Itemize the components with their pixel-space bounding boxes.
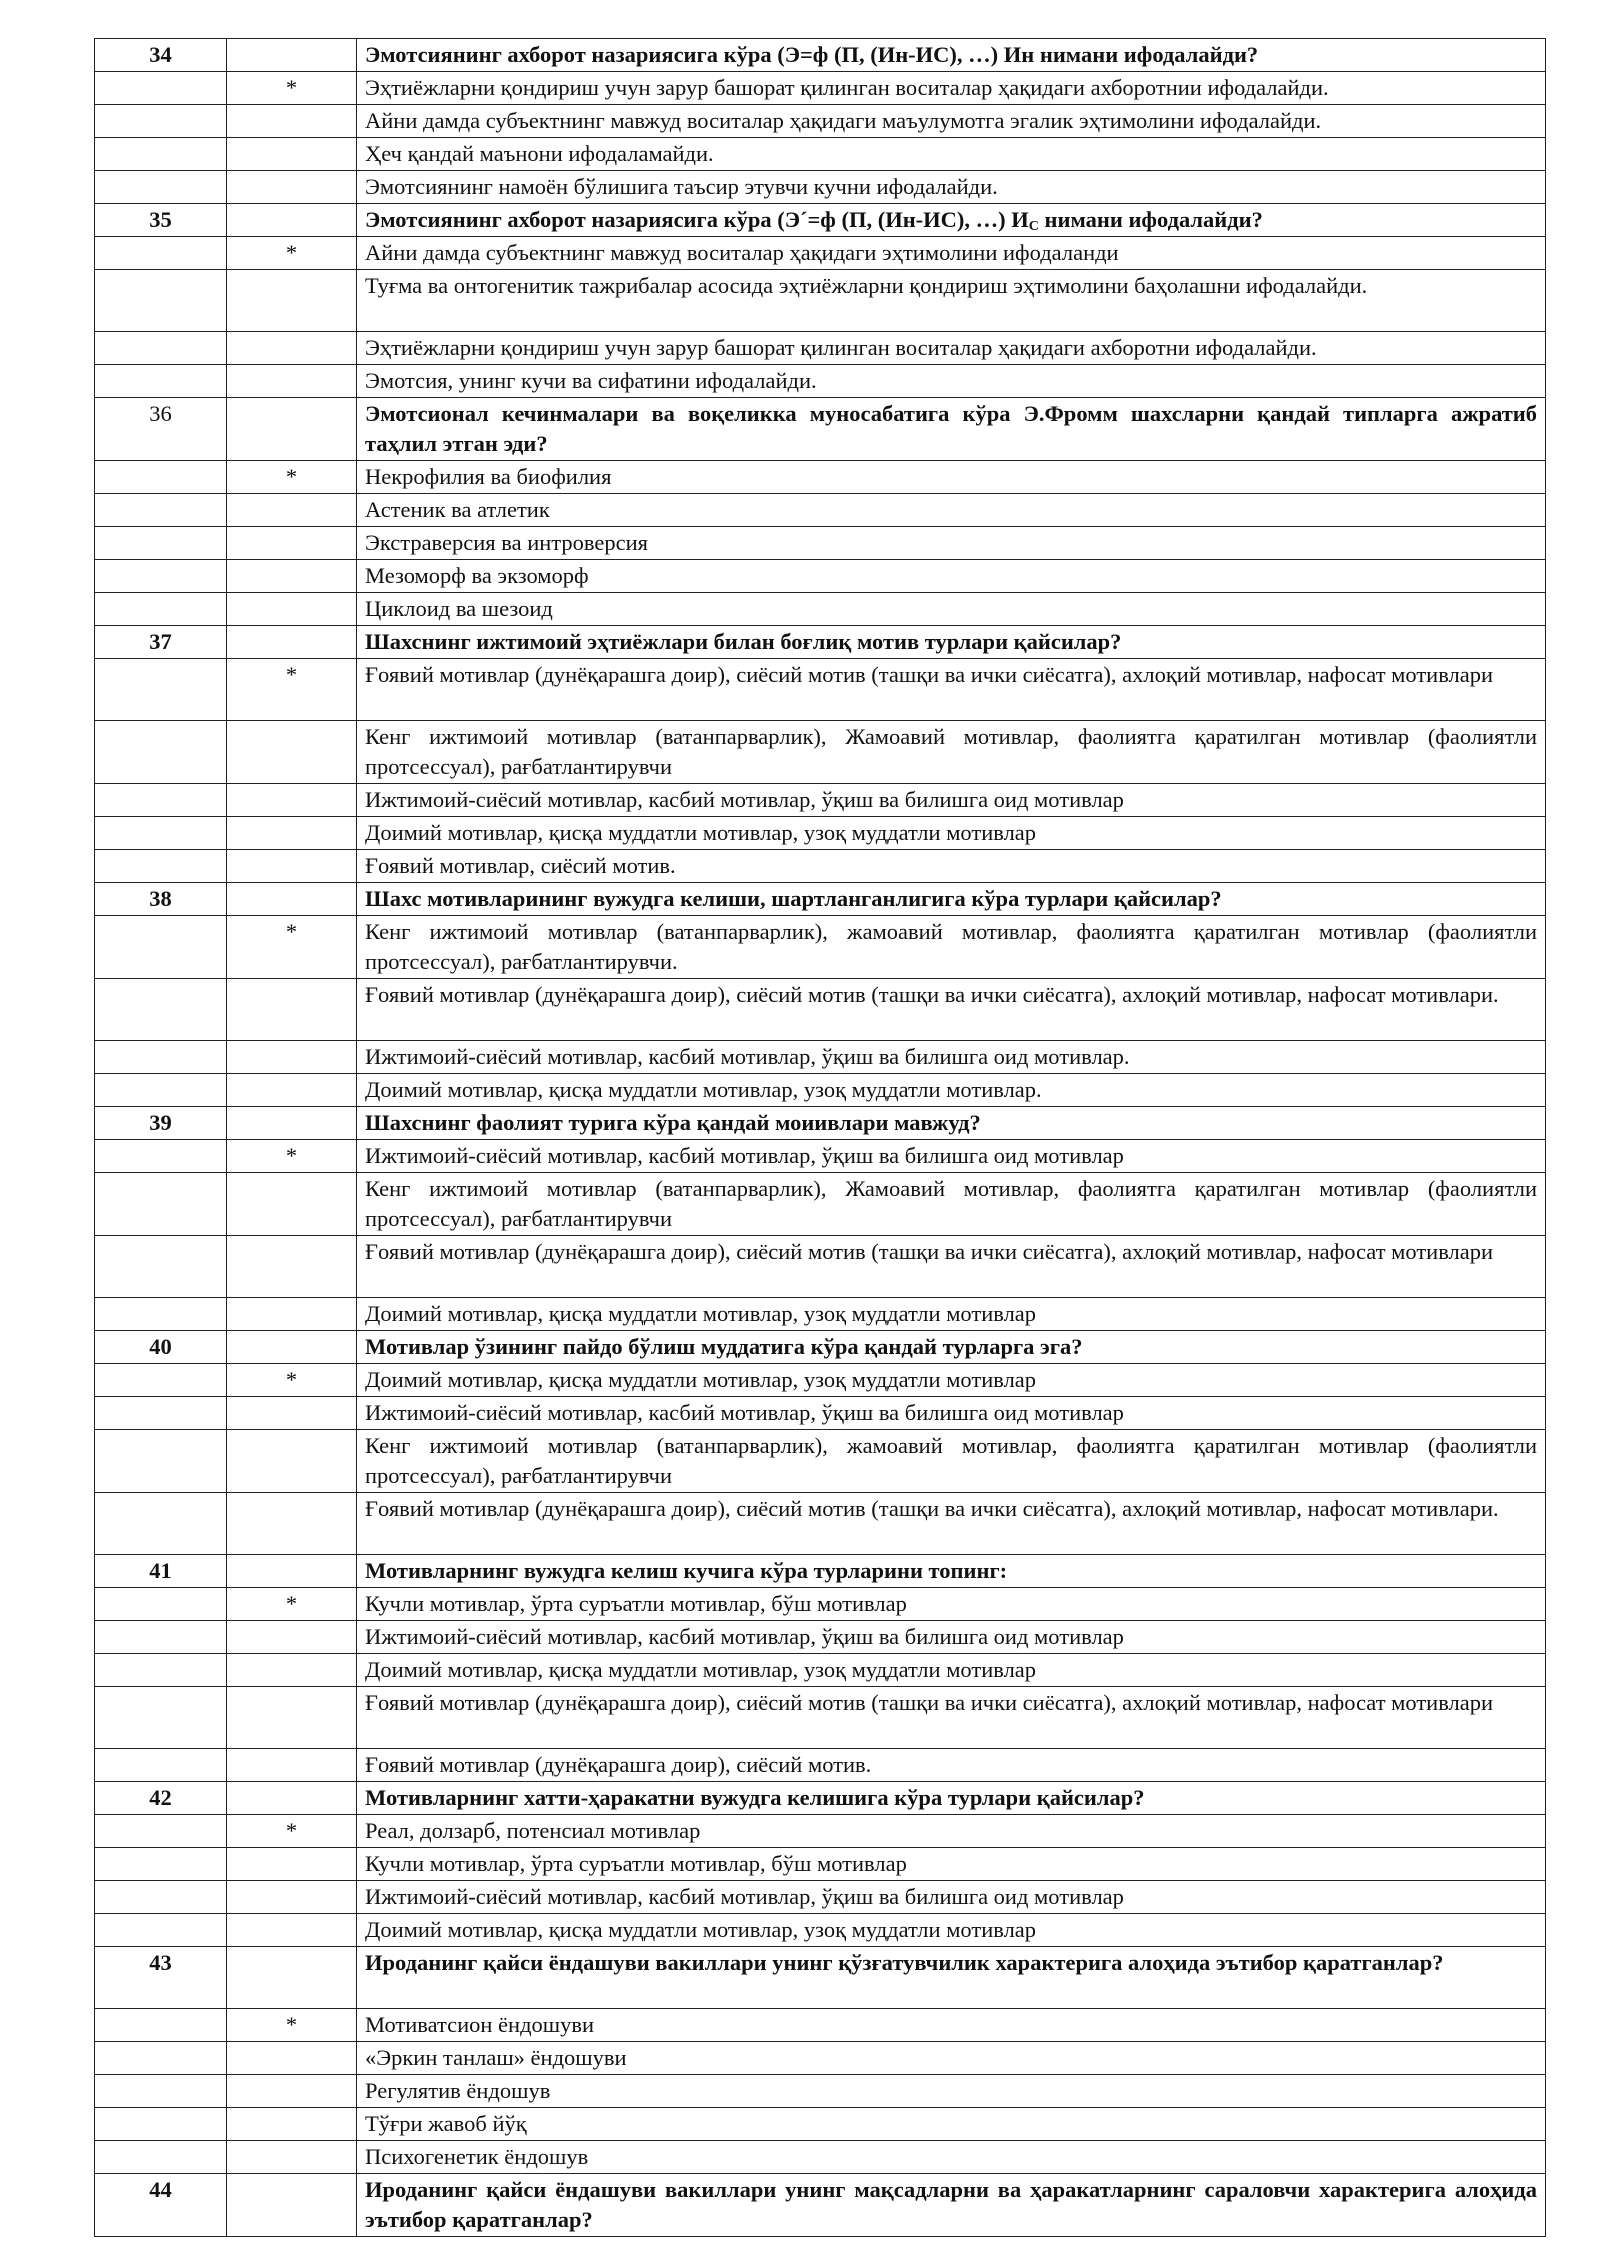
question-row [95, 39, 1546, 72]
correct-mark: * [227, 916, 357, 979]
question-number: 38 [95, 883, 227, 916]
answer-text: Ғоявий мотивлар (дунёқарашга доир), сиёсий мотив (ташқи ва ички сиёсатга), ахлоқий мотивлар, нафосат мотивлари [357, 1236, 1546, 1298]
answer-row [95, 1621, 1546, 1654]
question-row [95, 1555, 1546, 1588]
answer-text: Кучли мотивлар, ўрта суръатли мотивлар, бўш мотивлар [357, 1848, 1546, 1881]
question-text: Мотивларнинг вужудга келиш кучига кўра турларини топинг: [357, 1555, 1546, 1588]
question-row [95, 2174, 1546, 2237]
correct-mark: * [227, 659, 357, 721]
correct-mark: * [227, 237, 357, 270]
answer-text: Ғоявий мотивлар (дунёқарашга доир), сиёсий мотив (ташқи ва ички сиёсатга), ахлоқий мотивлар, нафосат мотивлари. [357, 1493, 1546, 1555]
answer-text: Эҳтиёжларни қондириш учун зарур башорат қилинган воситалар ҳақидаги ахборотнии ифодалайди. [357, 72, 1546, 105]
answer-row [95, 105, 1546, 138]
answer-text: Айни дамда субъектнинг мавжуд воситалар ҳақидаги эҳтимолини ифодаланди [357, 237, 1546, 270]
correct-mark: * [227, 72, 357, 105]
question-number: 34 [95, 39, 227, 72]
question-row [95, 204, 1546, 237]
answer-row [95, 1848, 1546, 1881]
answer-text: Мотиватсион ёндошуви [357, 2009, 1546, 2042]
answer-text: Кенг ижтимоий мотивлар (ватанпарварлик), жамоавий мотивлар, фаолиятга қаратилган мотивлар (фаолиятли протсессуал), рағбатлантирувчи. [357, 916, 1546, 979]
answer-text: Эмотсиянинг намоён бўлишига таъсир этувчи кучни ифодалайди. [357, 171, 1546, 204]
answer-row [95, 2075, 1546, 2108]
answer-text: Ғоявий мотивлар (дунёқарашга доир), сиёсий мотив (ташқи ва ички сиёсатга), ахлоқий мотивлар, нафосат мотивлари [357, 1687, 1546, 1749]
answer-text: Доимий мотивлар, қисқа муддатли мотивлар, узоқ муддатли мотивлар [357, 1364, 1546, 1397]
answer-row [95, 1654, 1546, 1687]
answer-text: Мезоморф ва экзоморф [357, 560, 1546, 593]
answer-row [95, 237, 1546, 270]
answer-row [95, 1236, 1546, 1298]
question-number: 35 [95, 204, 227, 237]
answer-row [95, 916, 1546, 979]
question-number: 44 [95, 2174, 227, 2237]
answer-text: «Эркин танлаш» ёндошуви [357, 2042, 1546, 2075]
answer-row [95, 979, 1546, 1041]
question-number: 40 [95, 1331, 227, 1364]
answer-text: Регулятив ёндошув [357, 2075, 1546, 2108]
correct-mark: * [227, 1364, 357, 1397]
answer-text: Ғоявий мотивлар, сиёсий мотив. [357, 850, 1546, 883]
question-row [95, 1947, 1546, 2009]
answer-row [95, 494, 1546, 527]
subscript: С [1028, 219, 1039, 234]
question-row [95, 883, 1546, 916]
question-text: Ироданинг қайси ёндашуви вакиллари унинг қўзғатувчилик характерига алоҳида эътибор қаратганлар? [357, 1947, 1546, 2009]
answer-row [95, 1430, 1546, 1493]
question-row [95, 626, 1546, 659]
question-text: Мотивлар ўзининг пайдо бўлиш муддатига кўра қандай турларга эга? [357, 1331, 1546, 1364]
question-text: Ироданинг қайси ёндашуви вакиллари унинг мақсадларни ва ҳаракатларнинг сараловчи характерига алоҳида эътибор қаратганлар? [357, 2174, 1546, 2237]
answer-text: Эҳтиёжларни қондириш учун зарур башорат қилинган воситалар ҳақидаги ахборотни ифодалайди. [357, 332, 1546, 365]
answer-text: Кенг ижтимоий мотивлар (ватанпарварлик), Жамоавий мотивлар, фаолиятга қаратилган мотивлар (фаолиятли протсессуал), рағбатлантирувчи [357, 1173, 1546, 1236]
answer-row [95, 1687, 1546, 1749]
answer-text: Кучли мотивлар, ўрта суръатли мотивлар, бўш мотивлар [357, 1588, 1546, 1621]
question-row [95, 1782, 1546, 1815]
answer-text: Реал, долзарб, потенсиал мотивлар [357, 1815, 1546, 1848]
answer-text: Ғоявий мотивлар (дунёқарашга доир), сиёсий мотив (ташқи ва ички сиёсатга), ахлоқий мотивлар, нафосат мотивлари. [357, 979, 1546, 1041]
question-row [95, 398, 1546, 461]
correct-mark: * [227, 1588, 357, 1621]
answer-row [95, 850, 1546, 883]
questions-table [94, 38, 1546, 2237]
correct-mark: * [227, 461, 357, 494]
answer-row [95, 1749, 1546, 1782]
question-text: Эмотсиянинг ахборот назариясига кўра (Э´=ф (П, (Ин-ИС), …) $И_С$ нимани ифодалайди? [357, 204, 1546, 237]
answer-text: Айни дамда субъектнинг мавжуд воситалар ҳақидаги маъулумотга эгалик эҳтимолини ифодалайди. [357, 105, 1546, 138]
answer-text: Ижтимоий-сиёсий мотивлар, касбий мотивлар, ўқиш ва билишга оид мотивлар [357, 1881, 1546, 1914]
answer-row [95, 1041, 1546, 1074]
answer-row [95, 784, 1546, 817]
answer-text: Циклоид ва шезоид [357, 593, 1546, 626]
answer-text: Ижтимоий-сиёсий мотивлар, касбий мотивлар, ўқиш ва билишга оид мотивлар. [357, 1041, 1546, 1074]
answer-text: Некрофилия ва биофилия [357, 461, 1546, 494]
answer-text: Ижтимоий-сиёсий мотивлар, касбий мотивлар, ўқиш ва билишга оид мотивлар [357, 1397, 1546, 1430]
answer-row [95, 171, 1546, 204]
question-text: Эмотсионал кечинмалари ва воқеликка муносабатига кўра Э.Фромм шахсларни қандай типларга ажратиб таҳлил этган эди? [357, 398, 1546, 461]
question-row [95, 1107, 1546, 1140]
answer-row [95, 1815, 1546, 1848]
question-number: 37 [95, 626, 227, 659]
answer-row [95, 461, 1546, 494]
answer-row [95, 1881, 1546, 1914]
mark-cell [227, 39, 357, 72]
question-row [95, 1331, 1546, 1364]
answer-text: Астеник ва атлетик [357, 494, 1546, 527]
answer-text: Доимий мотивлар, қисқа муддатли мотивлар, узоқ муддатли мотивлар. [357, 1074, 1546, 1107]
answer-row [95, 2042, 1546, 2075]
answer-row [95, 1298, 1546, 1331]
answer-text: Доимий мотивлар, қисқа муддатли мотивлар, узоқ муддатли мотивлар [357, 817, 1546, 850]
question-number: 41 [95, 1555, 227, 1588]
answer-text: Доимий мотивлар, қисқа муддатли мотивлар, узоқ муддатли мотивлар [357, 1654, 1546, 1687]
answer-row [95, 365, 1546, 398]
answer-text: Экстраверсия ва интроверсия [357, 527, 1546, 560]
answer-row [95, 1074, 1546, 1107]
answer-row [95, 72, 1546, 105]
answer-text: Доимий мотивлар, қисқа муддатли мотивлар, узоқ муддатли мотивлар [357, 1914, 1546, 1947]
answer-row [95, 1397, 1546, 1430]
correct-mark: * [227, 1140, 357, 1173]
answer-row [95, 332, 1546, 365]
correct-mark: * [227, 2009, 357, 2042]
answer-text: Ғоявий мотивлар (дунёқарашга доир), сиёсий мотив. [357, 1749, 1546, 1782]
answer-text: Ғоявий мотивлар (дунёқарашга доир), сиёсий мотив (ташқи ва ички сиёсатга), ахлоқий мотивлар, нафосат мотивлари [357, 659, 1546, 721]
answer-row [95, 527, 1546, 560]
question-number: 43 [95, 1947, 227, 2009]
answer-row [95, 270, 1546, 332]
answer-row [95, 817, 1546, 850]
answer-text: Тўғри жавоб йўқ [357, 2108, 1546, 2141]
answer-text: Психогенетик ёндошув [357, 2141, 1546, 2174]
answer-row [95, 1914, 1546, 1947]
answer-row [95, 1140, 1546, 1173]
question-number: 42 [95, 1782, 227, 1815]
answer-text: Кенг ижтимоий мотивлар (ватанпарварлик), жамоавий мотивлар, фаолиятга қаратилган мотивлар (фаолиятли протсессуал), рағбатлантирувчи [357, 1430, 1546, 1493]
answer-row [95, 659, 1546, 721]
answer-text: Кенг ижтимоий мотивлар (ватанпарварлик), Жамоавий мотивлар, фаолиятга қаратилган мотивлар (фаолиятли протсессуал), рағбатлантирувчи [357, 721, 1546, 784]
answer-row [95, 1493, 1546, 1555]
question-text: Шахс мотивларининг вужудга келиши, шартланганлигига кўра турлари қайсилар? [357, 883, 1546, 916]
answer-row [95, 1364, 1546, 1397]
correct-mark: * [227, 1815, 357, 1848]
answer-row [95, 138, 1546, 171]
answer-text: Ижтимоий-сиёсий мотивлар, касбий мотивлар, ўқиш ва билишга оид мотивлар [357, 784, 1546, 817]
answer-row [95, 2141, 1546, 2174]
question-text: Шахснинг ижтимоий эҳтиёжлари билан боғлиқ мотив турлари қайсилар? [357, 626, 1546, 659]
question-text: Эмотсиянинг ахборот назариясига кўра (Э=ф (П, (Ин-ИС), …) Ин нимани ифодалайди? [357, 39, 1546, 72]
question-text: Шахснинг фаолият турига кўра қандай моиивлари мавжуд? [357, 1107, 1546, 1140]
answer-row [95, 2009, 1546, 2042]
answer-row [95, 593, 1546, 626]
answer-row [95, 721, 1546, 784]
question-text: Мотивларнинг хатти-ҳаракатни вужудга келишига кўра турлари қайсилар? [357, 1782, 1546, 1815]
answer-row [95, 2108, 1546, 2141]
answer-row [95, 1173, 1546, 1236]
answer-text: Доимий мотивлар, қисқа муддатли мотивлар, узоқ муддатли мотивлар [357, 1298, 1546, 1331]
answer-text: Ижтимоий-сиёсий мотивлар, касбий мотивлар, ўқиш ва билишга оид мотивлар [357, 1621, 1546, 1654]
answer-text: Туғма ва онтогенитик тажрибалар асосида эҳтиёжларни қондириш эҳтимолини баҳолашни ифодалайди. [357, 270, 1546, 332]
answer-row [95, 560, 1546, 593]
question-number: 36 [95, 398, 227, 461]
answer-text: Ҳеч қандай маънони ифодаламайди. [357, 138, 1546, 171]
answer-text: Эмотсия, унинг кучи ва сифатини ифодалайди. [357, 365, 1546, 398]
answer-text: Ижтимоий-сиёсий мотивлар, касбий мотивлар, ўқиш ва билишга оид мотивлар [357, 1140, 1546, 1173]
answer-row [95, 1588, 1546, 1621]
question-number: 39 [95, 1107, 227, 1140]
